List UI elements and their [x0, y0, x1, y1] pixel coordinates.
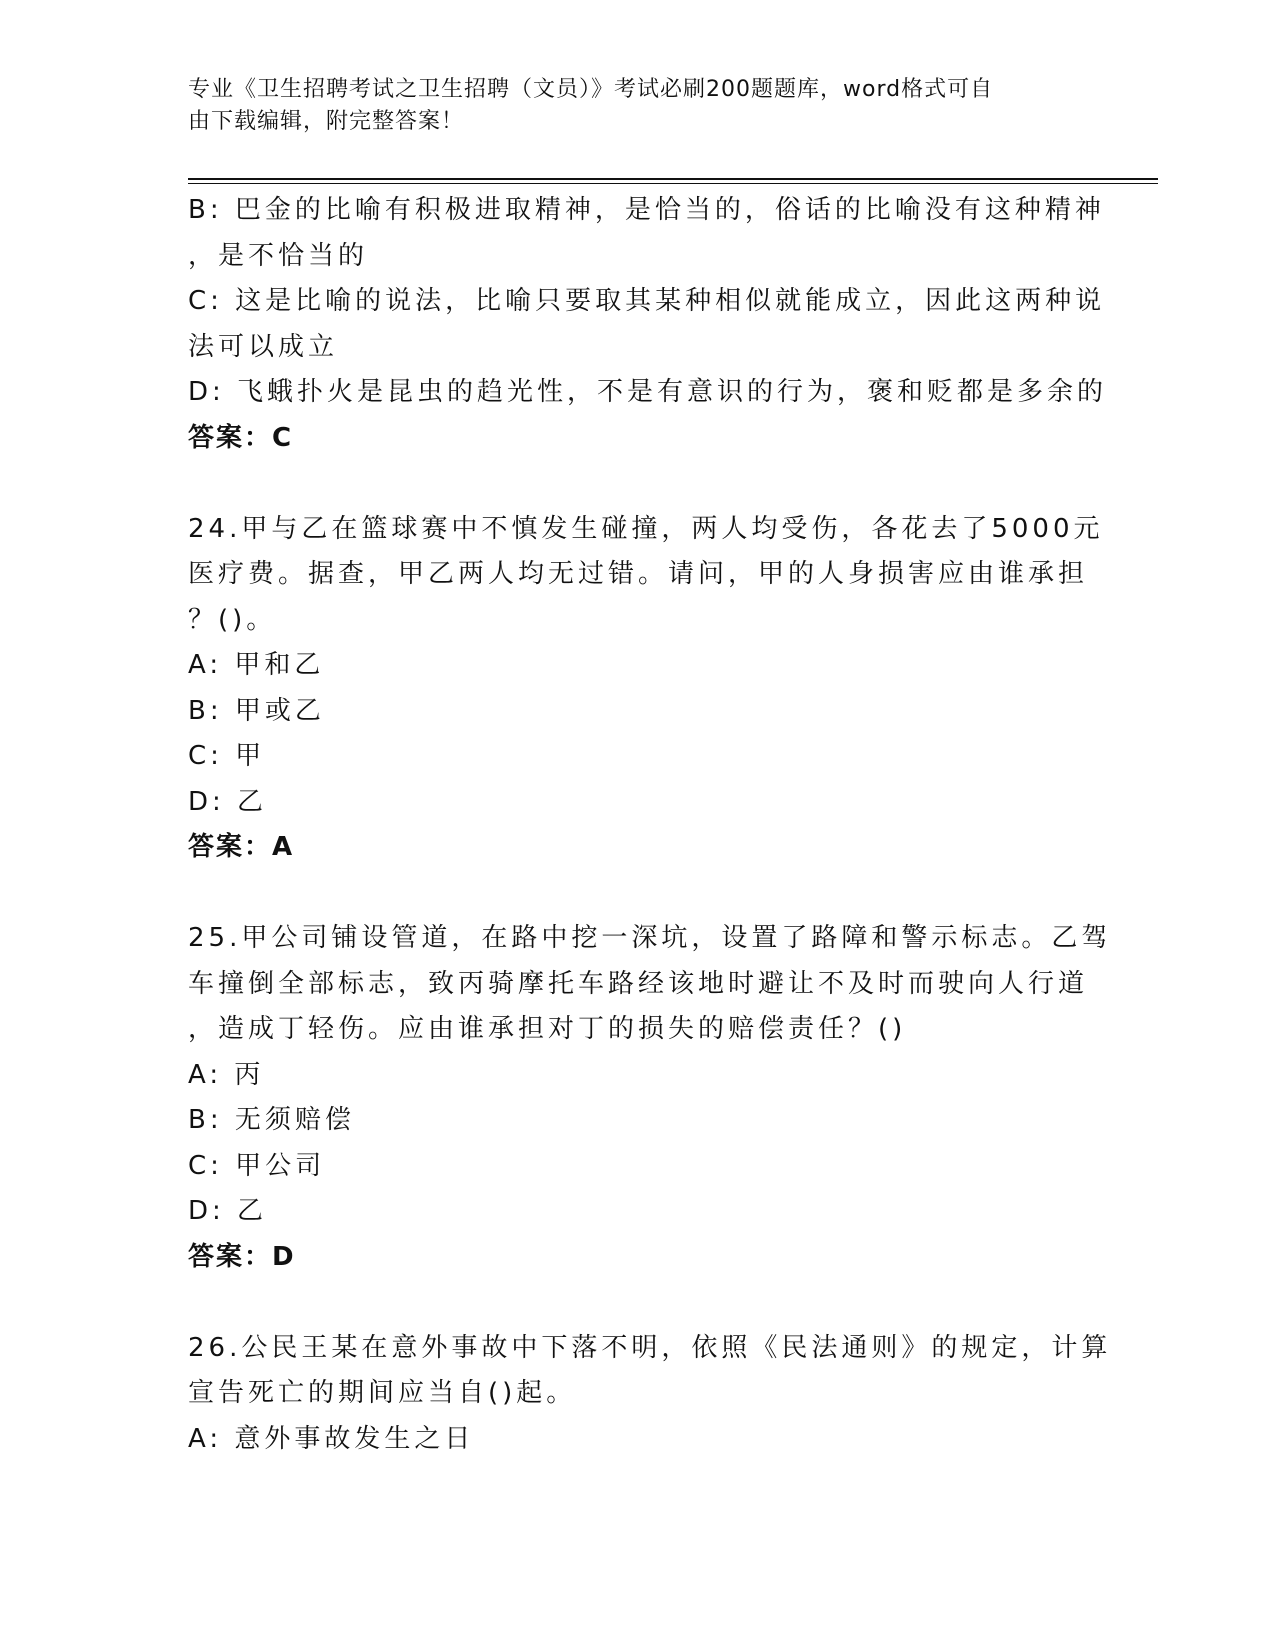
q25-option-c: C: 甲公司 [188, 1150, 326, 1181]
q25-stem-line-2: 车撞倒全部标志，致丙骑摩托车路经该地时避让不及时而驶向人行道 [188, 968, 1089, 999]
q23-option-b-line-1: B: 巴金的比喻有积极进取精神，是恰当的，俗话的比喻没有这种精神 [188, 195, 1105, 225]
q25-stem-line-1: 25.甲公司铺设管道，在路中挖一深坑，设置了路障和警示标志。乙驾 [188, 923, 1112, 953]
question-list [188, 188, 1112, 1462]
q23-option-d: D: 飞蛾扑火是昆虫的趋光性，不是有意识的行为，褒和贬都是多余的 [188, 377, 1108, 407]
q23-option-c-line-1: C: 这是比喻的说法，比喻只要取其某种相似就能成立，因此这两种说 [188, 286, 1106, 316]
spacer [188, 461, 1088, 507]
q25-option-b: B: 无须赔偿 [188, 1105, 355, 1135]
q24-answer: 答案：A [188, 832, 295, 862]
spacer [188, 871, 1088, 917]
q25-option-a: A: 丙 [188, 1059, 265, 1090]
q24-option-a: A: 甲和乙 [188, 650, 325, 680]
q26-option-a: A: 意外事故发生之日 [188, 1423, 475, 1454]
q24-option-d: D: 乙 [188, 786, 268, 817]
q26-stem-line-1: 26.公民王某在意外事故中下落不明，依照《民法通则》的规定，计算 [188, 1332, 1112, 1363]
header-rule-thin [188, 183, 1158, 184]
q25-stem-line-3: ，造成丁轻伤。应由谁承担对丁的损失的赔偿责任？() [188, 1014, 907, 1044]
q23-option-c-line-2: 法可以成立 [188, 331, 339, 362]
q23-answer: 答案：C [188, 422, 294, 453]
q23-option-b-line-2: ，是不恰当的 [188, 240, 369, 271]
q24-option-b: B: 甲或乙 [188, 695, 325, 726]
q26-stem-line-2: 宣告死亡的期间应当自()起。 [188, 1378, 577, 1408]
q24-option-c: C: 甲 [188, 741, 266, 771]
q25-answer: 答案：D [188, 1241, 296, 1272]
header-line-1: 专业《卫生招聘考试之卫生招聘（文员）》考试必刷200题题库，word格式可自 [188, 77, 994, 102]
q25-option-d: D: 乙 [188, 1196, 268, 1226]
spacer [188, 1280, 1088, 1326]
page-header [188, 74, 1088, 138]
q24-stem-line-2: 医疗费。据查，甲乙两人均无过错。请问，甲的人身损害应由谁承担 [188, 559, 1089, 589]
q24-stem-line-1: 24.甲与乙在篮球赛中不慎发生碰撞，两人均受伤，各花去了5000元 [188, 513, 1104, 544]
header-rule-thick [188, 178, 1158, 180]
header-line-2: 由下载编辑，附完整答案！ [188, 109, 465, 134]
q24-stem-line-3: ？()。 [188, 604, 277, 635]
